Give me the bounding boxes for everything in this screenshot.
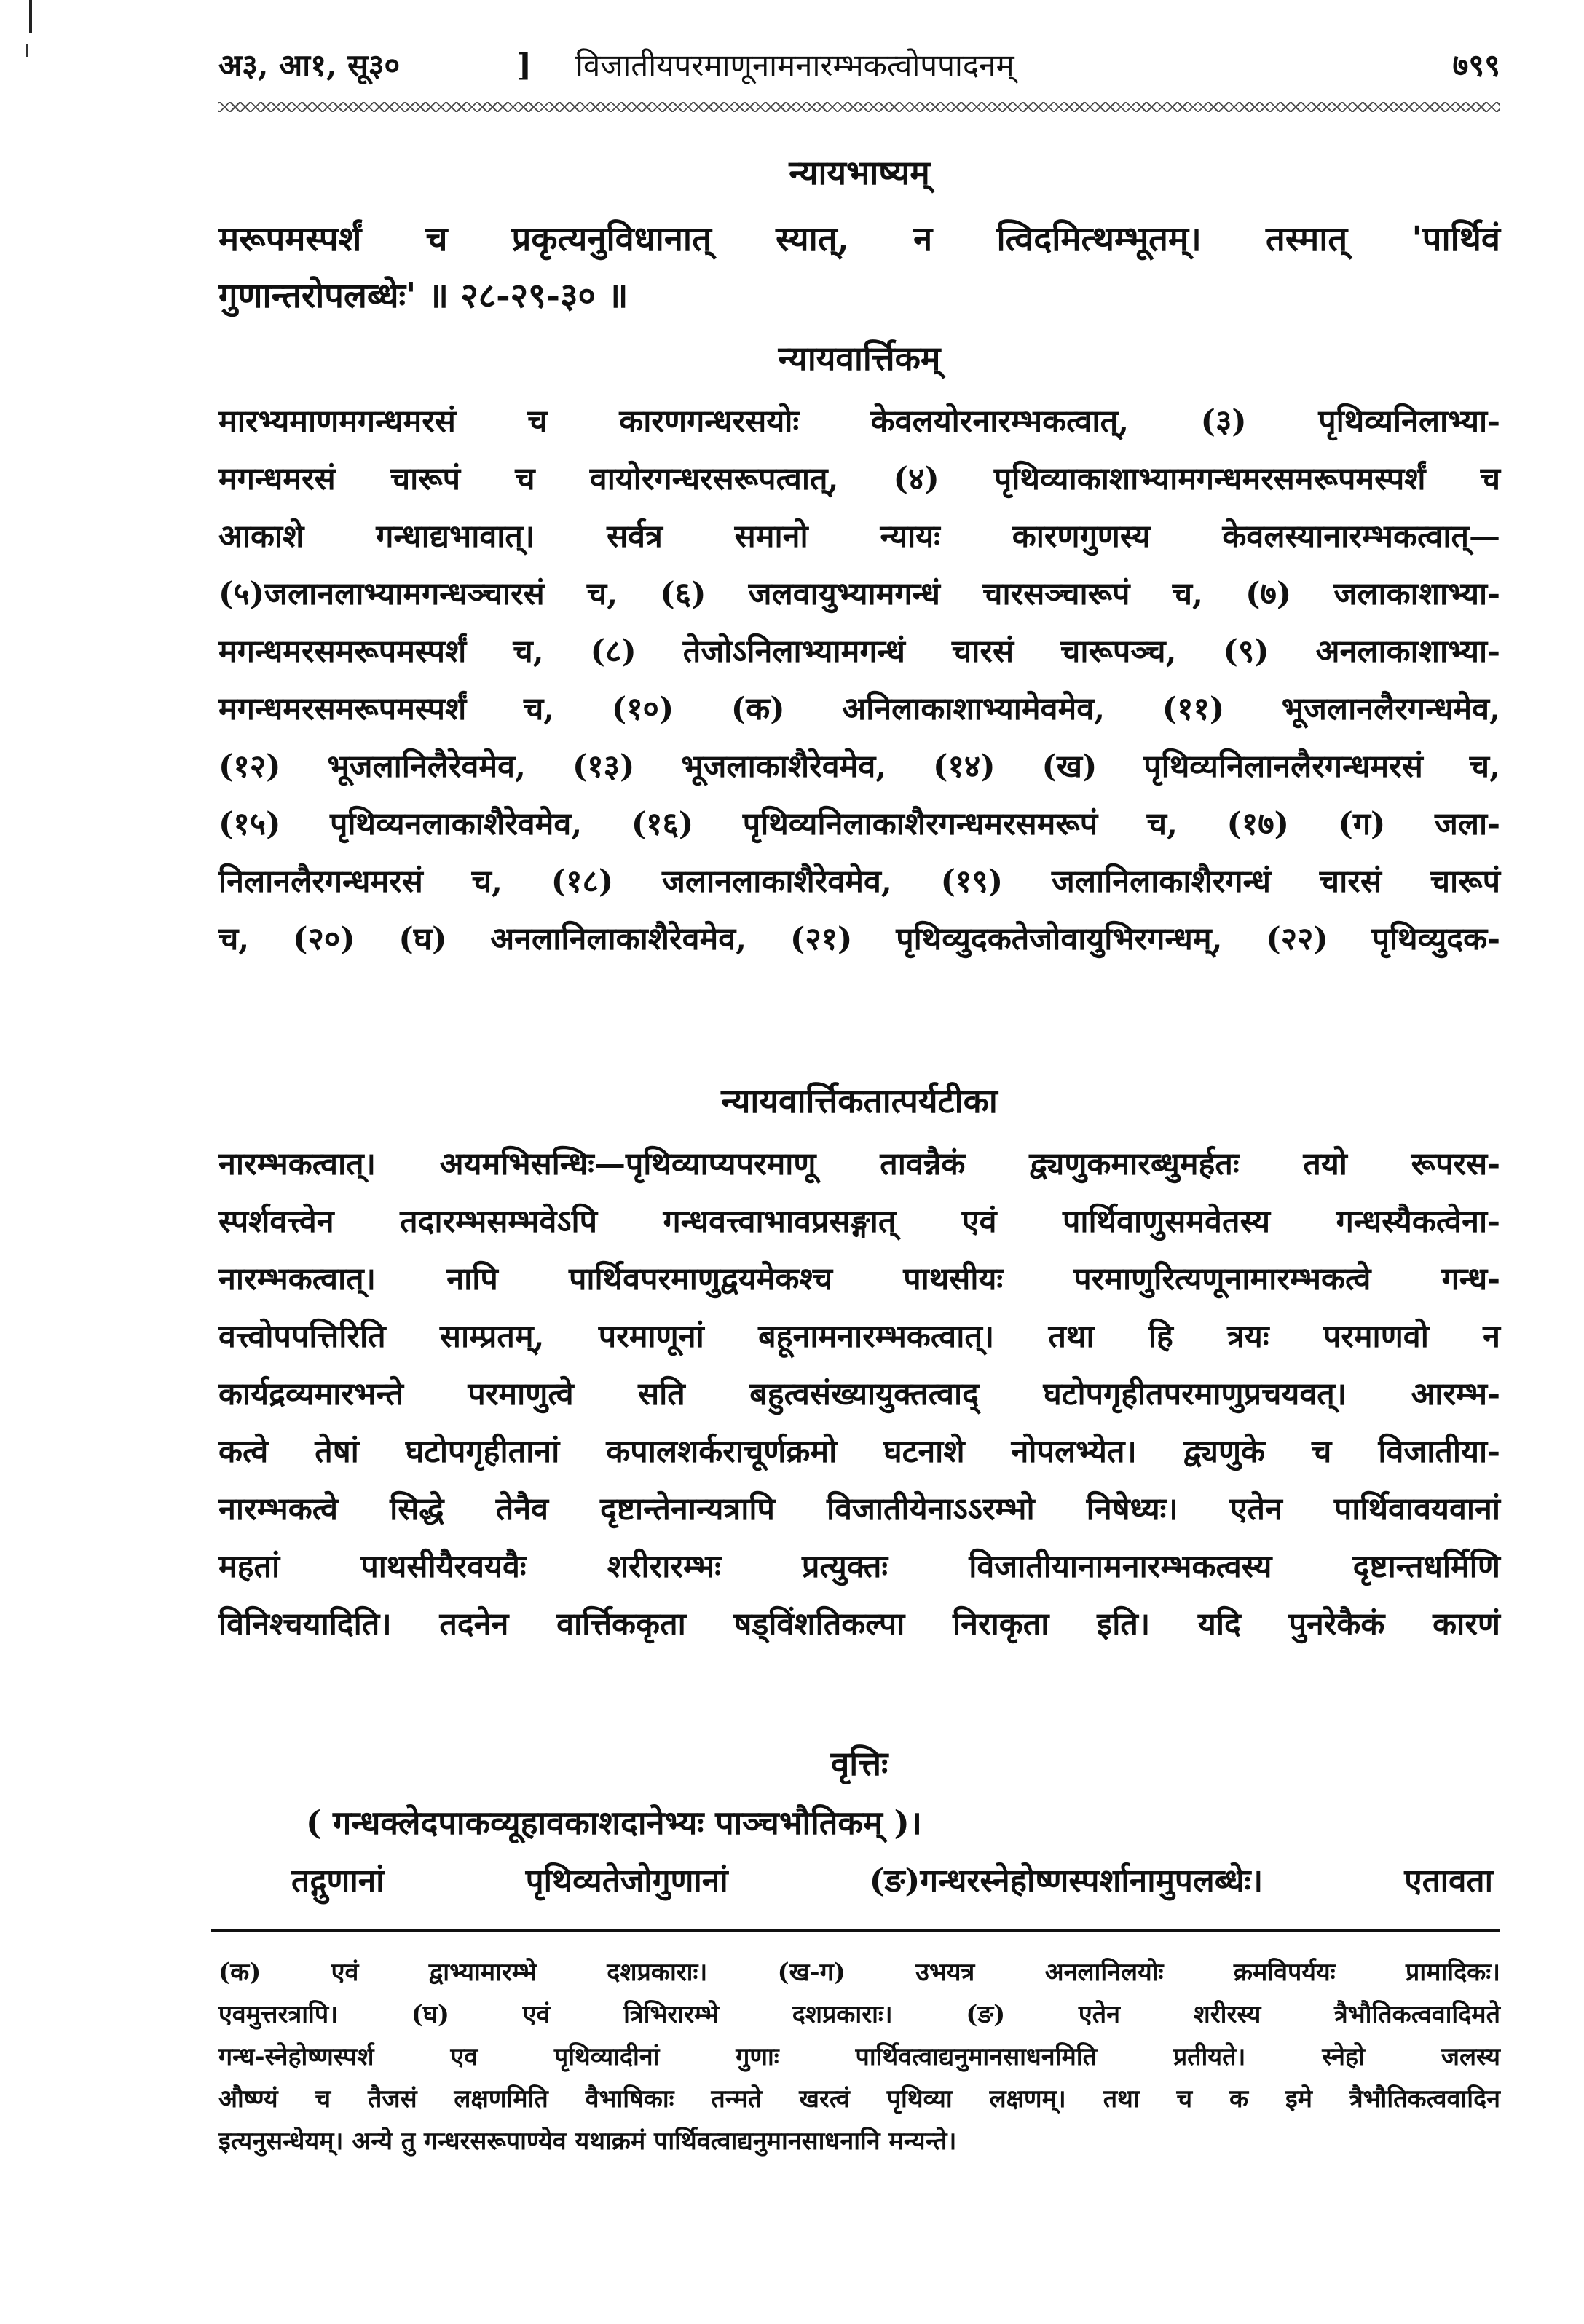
text-line: मगन्धमरसमरूपमस्पर्शं च, (८) तेजोऽनिलाभ्यामगन्धं चारसं चारूपञ्च, (९) अनलाकाशाभ्या- <box>218 633 1500 670</box>
text-line: आकाशे गन्धाद्यभावात्। सर्वत्र समानो न्यायः कारणगुणस्य केवलस्यानारम्भकत्वात्— <box>218 518 1500 555</box>
text-line: मगन्धमरसमरूपमस्पर्शं च, (१०) (क) अनिलाकाशाभ्यामेवमेव, (११) भूजलानलैरगन्धमेव, <box>218 691 1500 727</box>
section-heading-nyayabhashya: न्यायभाष्यम् <box>789 153 930 192</box>
text-line: नारम्भकत्वात्। नापि पार्थिवपरमाणुद्वयमेकश्च पाथसीयः परमाणुरित्यणूनामारम्भकत्वे गन्ध- <box>218 1261 1500 1297</box>
page-number: ७९९ <box>1452 47 1500 83</box>
header-title: विजातीयपरमाणूनामनारम्भकत्वोपपादनम् <box>575 47 1014 83</box>
text-line: नारम्भकत्वे सिद्धे तेनैव दृष्टान्तेनान्यत्रापि विजातीयेनाऽऽरम्भो निषेध्यः। एतेन पार्थिवावयवानां <box>218 1491 1500 1527</box>
scan-artifact-mark <box>26 44 28 57</box>
text-line: मारभ्यमाणमगन्धमरसं च कारणगन्धरसयोः केवलयोरनारम्भकत्वात्, (३) पृथिव्यनिलाभ्या- <box>218 403 1500 440</box>
text-line: (५)जलानलाभ्यामगन्धञ्चारसं च, (६) जलवायुभ्यामगन्धं चारसञ्चारूपं च, (७) जलाकाशाभ्या- <box>218 576 1500 612</box>
footnote-line: औष्ण्यं च तैजसं लक्षणमिति वैभाषिकाः तन्मते खरत्वं पृथिव्या लक्षणम्। तथा च क इमे त्रैभौतिकत्ववादिन <box>218 2084 1500 2114</box>
text-line: ( गन्धक्लेदपाकव्यूहावकाशदानेभ्यः पाञ्चभौतिकम् )। <box>306 1803 922 1842</box>
nyayabhashya-text <box>218 211 1500 325</box>
text-line: गुणान्तरोपलब्धेः' ॥ २८-२९-३० ॥ <box>218 276 629 316</box>
text-line: (१२) भूजलानिलैरेवमेव, (१३) भूजलाकाशैरेवमेव, (१४) (ख) पृथिव्यनिलानलैरगन्धमरसं च, <box>218 748 1500 785</box>
text-line: मगन्धमरसं चारूपं च वायोरगन्धरसरूपत्वात्, (४) पृथिव्याकाशाभ्यामगन्धमरसमरूपमस्पर्शं च <box>218 461 1500 497</box>
text-line: तद्गुणानां पृथिव्यतेजोगुणानां (ङ)गन्धरस्नेहोष्णस्पर्शानामुपलब्धेः। एतावता <box>291 1862 1493 1900</box>
footnote-rule <box>211 1929 1500 1932</box>
section-heading-tatparyatika: न्यायवार्त्तिकतात्पर्यटीका <box>721 1081 998 1120</box>
text-line: विनिश्चयादिति। तदनेन वार्त्तिककृता षड्विंशतिकल्पा निराकृता इति। यदि पुनरेकैकं कारणं <box>218 1606 1500 1643</box>
header-wavy-rule <box>218 102 1500 112</box>
text-line: मरूपमस्पर्शं च प्रकृत्यनुविधानात् स्यात्, न त्विदमित्थम्भूतम्। तस्मात् 'पार्थिवं <box>218 219 1500 259</box>
text-line: वत्त्वोपपत्तिरिति साम्प्रतम्, परमाणूनां बहूनामनारम्भकत्वात्। तथा हि त्रयः परमाणवो न <box>218 1319 1500 1355</box>
vritti-text-continued <box>291 1853 1493 1910</box>
text-line: (१५) पृथिव्यनलाकाशैरेवमेव, (१६) पृथिव्यनिलाकाशैरगन्धमरसमरूपं च, (१७) (ग) जला- <box>218 806 1500 842</box>
text-line: च, (२०) (घ) अनलानिलाकाशैरेवमेव, (२१) पृथिव्युदकतेजोवायुभिरगन्धम्, (२२) पृथिव्युदक- <box>218 921 1500 957</box>
footnote-line: गन्ध-स्नेहोष्णस्पर्श एव पृथिव्यादीनां गुणाः पार्थिवत्वाद्यनुमानसाधनमिति प्रतीयते। स्नेहो जलस्य <box>218 2042 1500 2071</box>
footnote-line: (क) एवं द्वाभ्यामारम्भे दशप्रकाराः। (ख-ग) उभयत्र अनलानिलयोः क्रमविपर्ययः प्रामादिकः। <box>218 1958 1500 1987</box>
section-heading-nyayavartika: न्यायवार्त्तिकम् <box>778 339 941 378</box>
text-line: नारम्भकत्वात्। अयमभिसन्धिः—पृथिव्याप्यपरमाणू तावन्नैकं द्व्यणुकमारब्धुमर्हतः तयो रूपरस- <box>218 1146 1500 1182</box>
header-bracket: ] <box>517 47 532 83</box>
scan-artifact-mark <box>29 0 32 33</box>
section-heading-vritti: वृत्तिः <box>830 1744 888 1783</box>
text-line: कार्यद्रव्यमारभन्ते परमाणुत्वे सति बहुत्वसंख्यायुक्तत्वाद् घटोपगृहीतपरमाणुप्रचयवत्। आरम्भ- <box>218 1376 1500 1412</box>
text-line: महतां पाथसीयैरवयवैः शरीरारम्भः प्रत्युक्तः विजातीयानामनारम्भकत्वस्य दृष्टान्तधर्मिणि <box>218 1549 1500 1585</box>
vritti-text <box>306 1795 1500 1851</box>
footnote-line: इत्यनुसन्धेयम्। अन्ये तु गन्धरसरूपाण्येव यथाक्रमं पार्थिवत्वाद्यनुमानसाधनानि मन्यन्ते। <box>218 2127 957 2156</box>
nyayavartika-text <box>218 393 1500 968</box>
footnotes <box>218 1951 1500 2162</box>
text-line: कत्वे तेषां घटोपगृहीतानां कपालशर्कराचूर्णक्रमो घटनाशे नोपलभ्येत। द्व्यणुके च विजातीया- <box>218 1434 1500 1470</box>
running-header <box>218 40 1500 91</box>
text-line: निलानलैरगन्धमरसं च, (१८) जलानलाकाशैरेवमेव, (१९) जलानिलाकाशैरगन्धं चारसं चारूपं <box>218 863 1500 900</box>
text-line: स्पर्शवत्त्वेन तदारम्भसम्भवेऽपि गन्धवत्त्वाभावप्रसङ्गात् एवं पार्थिवाणुसमवेतस्य गन्धस्यैकत्वेना- <box>218 1204 1500 1240</box>
tatparyatika-text <box>218 1136 1500 1653</box>
footnote-line: एवमुत्तरत्रापि। (घ) एवं त्रिभिरारम्भे दशप्रकाराः। (ङ) एतेन शरीरस्य त्रैभौतिकत्ववादिमते <box>218 2000 1500 2029</box>
header-sutra-reference: अ३, आ१, सू३० <box>218 47 401 83</box>
